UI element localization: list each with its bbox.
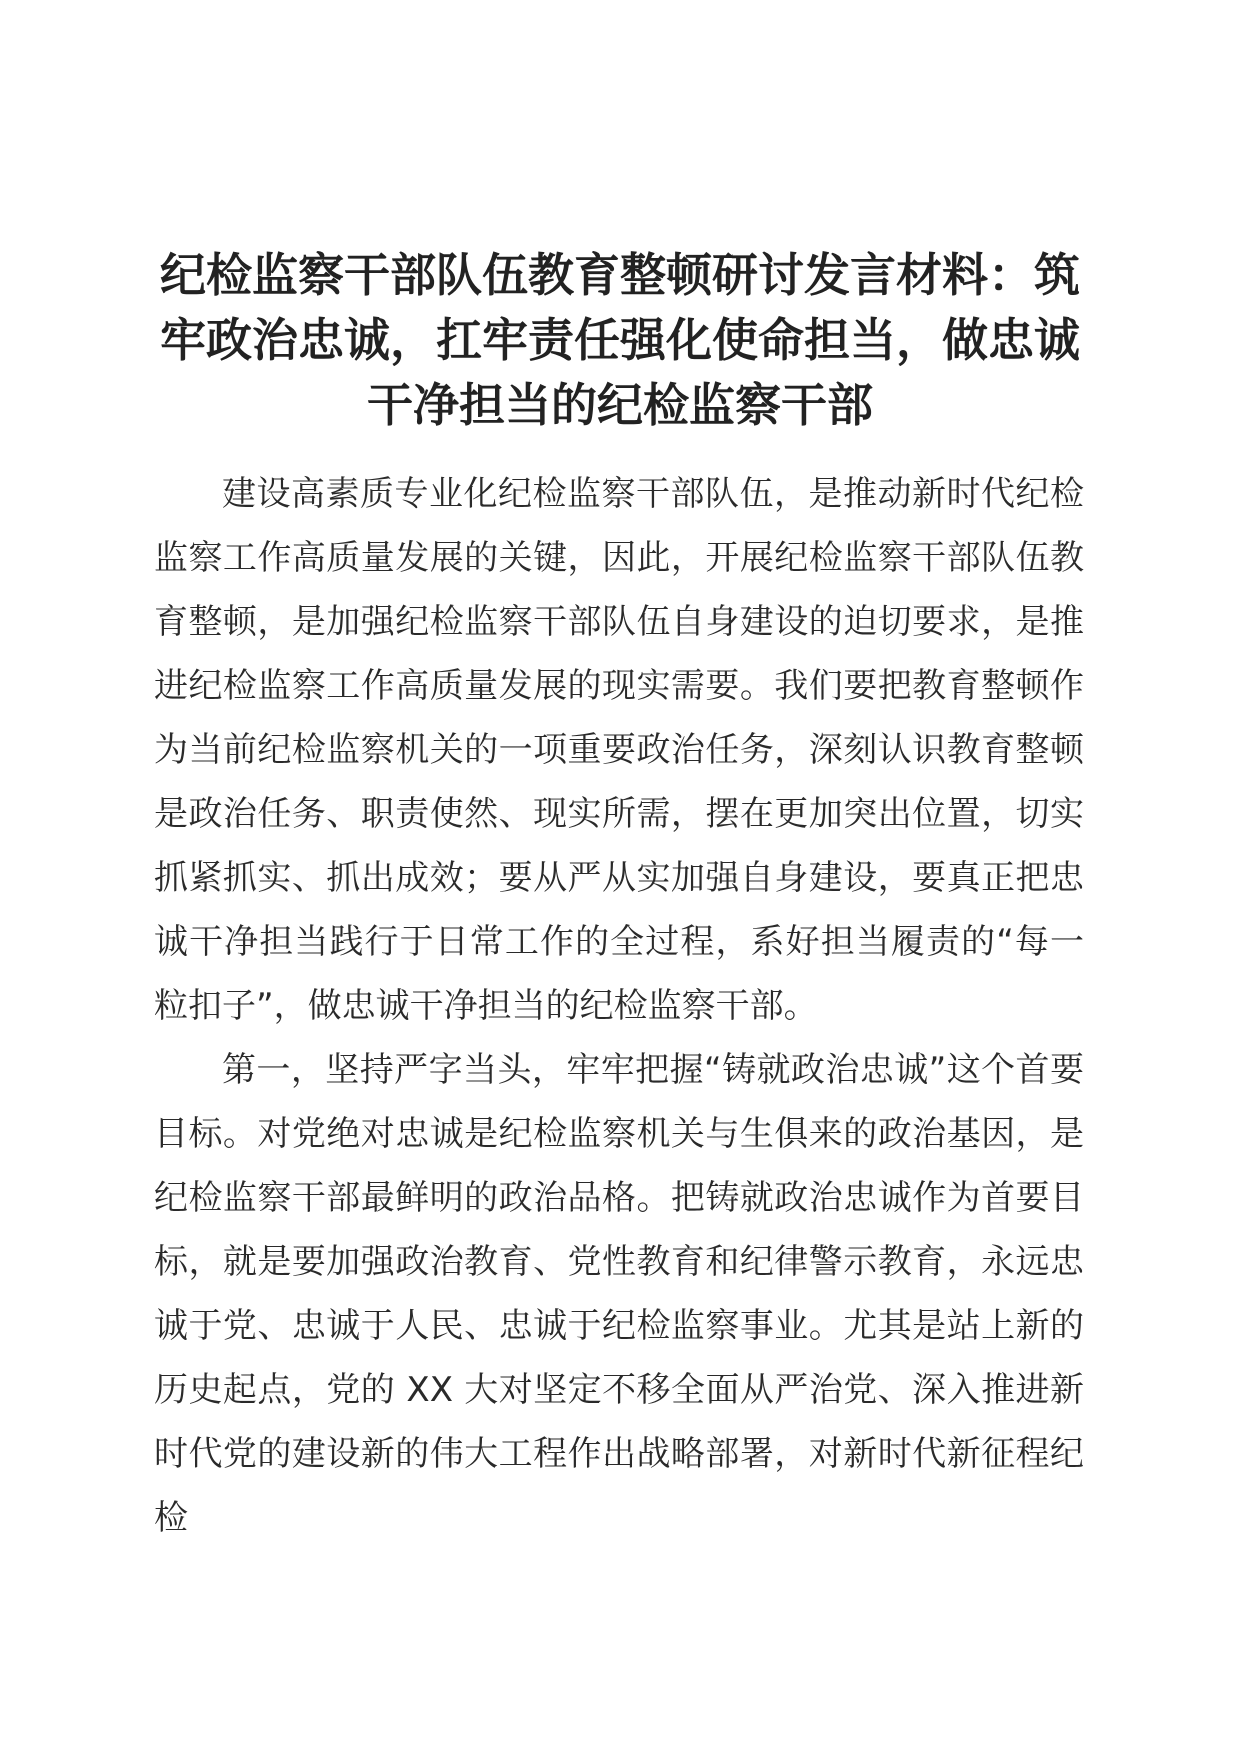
paragraph-intro: 建设高素质专业化纪检监察干部队伍，是推动新时代纪检监察工作高质量发展的关键，因此，开展纪检监察干部队伍教育整顿，是加强纪检监察干部队伍自身建设的迫切要求，是推进纪检监察工作高质量发展的现实需要。我们要把教育整顿作为当前纪检监察机关的一项重要政治任务，深刻认识教育整顿是政治任务、职责使然、现实所需，摆在更加突出位置，切实抓紧抓实、抓出成效；要从严从实加强自身建设，要真正把忠诚干净担当践行于日常工作的全过程，系好担当履责的“每一粒扣子”，做忠诚干净担当的纪检监察干部。 xyxy=(154,474,1084,1026)
document-body xyxy=(154,462,1084,1550)
paragraph-first-point: 第一，坚持严字当头，牢牢把握“铸就政治忠诚”这个首要目标。对党绝对忠诚是纪检监察机关与生俱来的政治基因，是纪检监察干部最鲜明的政治品格。把铸就政治忠诚作为首要目标，就是要加强政治教育、党性教育和纪律警示教育，永远忠诚于党、忠诚于人民、忠诚于纪检监察事业。尤其是站上新的历史起点，党的 XX 大对坚定不移全面从严治党、深入推进新时代党的建设新的伟大工程作出战略部署，对新时代新征程纪检 xyxy=(154,1050,1084,1538)
document-title: 纪检监察干部队伍教育整顿研讨发言材料：筑牢政治忠诚，扛牢责任强化使命担当，做忠诚干净担当的纪检监察干部 xyxy=(160,248,1080,432)
